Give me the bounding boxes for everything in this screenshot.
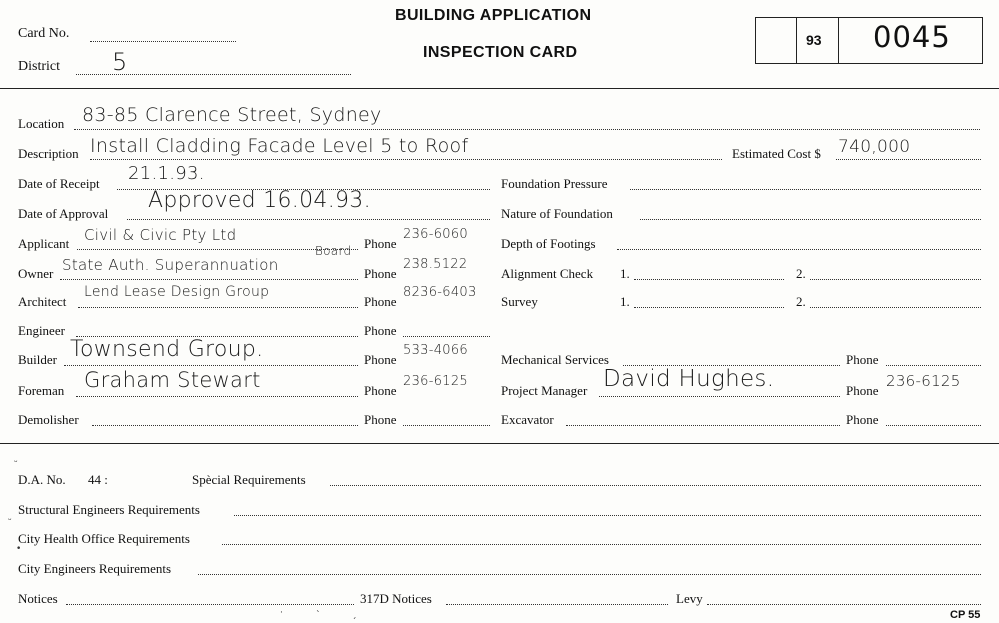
architect-phone: 8236-6403: [403, 285, 477, 300]
engineers-requirements-label: City Engineers Requirements: [18, 561, 172, 576]
notices-dots: [66, 604, 354, 605]
mechanical-services-phone-label: Phone: [846, 352, 879, 367]
box-divider-1: [796, 17, 797, 64]
top-rule: [0, 88, 999, 89]
estimated-cost-label: Estimated Cost $: [732, 146, 821, 161]
margin-mark: ·: [280, 608, 283, 618]
excavator-phone-dots: [886, 425, 981, 426]
excavator-label: Excavator: [501, 412, 554, 427]
engineers-requirements-dots: [198, 574, 981, 575]
da-no-label: D.A. No.: [18, 472, 66, 487]
card-number: 0045: [873, 20, 951, 54]
health-requirements-dots: [222, 544, 981, 545]
special-requirements-dots: [330, 485, 981, 486]
date-of-approval-label: Date of Approval: [18, 206, 109, 221]
project-manager-label: Project Manager: [501, 383, 588, 398]
survey-dots-1: [634, 307, 784, 308]
title-line1: BUILDING APPLICATION: [395, 7, 592, 24]
card-no-label: Card No.: [18, 26, 70, 41]
form-code: CP 55: [950, 609, 981, 621]
location-dots: [74, 129, 980, 130]
margin-mark: ᵕ: [14, 458, 18, 468]
year-code: 93: [806, 32, 822, 48]
depth-of-footings-dots: [617, 249, 981, 250]
317d-notices-label: 317D Notices: [360, 591, 432, 606]
survey-n1: 1.: [620, 294, 630, 309]
estimated-cost-value: 740,000: [838, 137, 911, 157]
foundation-pressure-dots: [630, 189, 981, 190]
excavator-dots: [566, 425, 840, 426]
description-label: Description: [18, 146, 79, 161]
margin-mark: ᵕ: [8, 516, 12, 526]
alignment-check-n2: 2.: [796, 266, 806, 281]
applicant-value: Civil & Civic Pty Ltd: [84, 226, 237, 244]
nature-of-foundation-label: Nature of Foundation: [501, 206, 613, 221]
box-divider-2: [838, 17, 839, 64]
foundation-pressure-label: Foundation Pressure: [501, 176, 608, 191]
alignment-check-n1: 1.: [620, 266, 630, 281]
margin-mark: ˏ: [352, 610, 357, 620]
foreman-phone-label: Phone: [364, 383, 397, 398]
engineer-phone-label: Phone: [364, 323, 397, 338]
architect-dots: [78, 307, 358, 308]
317d-notices-dots: [446, 604, 668, 605]
nature-of-foundation-dots: [640, 219, 981, 220]
date-of-receipt-value: 21.1.93.: [128, 163, 205, 184]
date-of-approval-value: Approved 16.04.93.: [148, 188, 371, 213]
alignment-check-label: Alignment Check: [501, 266, 594, 281]
owner-dots: [60, 279, 358, 280]
demolisher-label: Demolisher: [18, 412, 79, 427]
date-of-approval-dots: [127, 219, 490, 220]
demolisher-phone-label: Phone: [364, 412, 397, 427]
location-label: Location: [18, 116, 65, 131]
health-requirements-label: City Health Office Requirements: [18, 531, 190, 546]
alignment-check-dots-1: [634, 279, 784, 280]
engineer-phone-dots: [403, 336, 490, 337]
owner-label: Owner: [18, 266, 54, 281]
builder-phone: 533-4066: [403, 343, 468, 358]
builder-value: Townsend Group.: [70, 337, 264, 362]
middle-rule: [0, 443, 999, 444]
survey-dots-2: [810, 307, 981, 308]
foreman-value: Graham Stewart: [84, 368, 261, 392]
mechanical-services-phone-dots: [886, 365, 981, 366]
foreman-phone: 236-6125: [403, 374, 468, 389]
demolisher-dots: [92, 425, 358, 426]
structural-requirements-dots: [234, 515, 981, 516]
applicant-phone: 236-6060: [403, 227, 468, 242]
special-requirements-label: Spècial Requirements: [192, 472, 306, 487]
margin-mark: ˎ: [316, 603, 321, 613]
foreman-dots: [76, 396, 358, 397]
foreman-label: Foreman: [18, 383, 65, 398]
depth-of-footings-label: Depth of Footings: [501, 236, 596, 251]
project-manager-phone-label: Phone: [846, 383, 879, 398]
owner-phone-label: Phone: [364, 266, 397, 281]
owner-above: Board: [315, 244, 352, 258]
engineer-label: Engineer: [18, 323, 65, 338]
levy-label: Levy: [676, 591, 703, 606]
mechanical-services-label: Mechanical Services: [501, 352, 609, 367]
levy-dots: [707, 604, 981, 605]
description-value: Install Cladding Facade Level 5 to Roof: [90, 135, 469, 157]
project-manager-phone: 236-6125: [886, 372, 961, 390]
owner-phone: 238.5122: [403, 257, 468, 272]
estimated-cost-dots: [836, 159, 981, 160]
project-manager-dots: [599, 396, 840, 397]
architect-label: Architect: [18, 294, 67, 309]
structural-requirements-label: Structural Engineers Requirements: [18, 502, 200, 517]
demolisher-phone-dots: [403, 425, 490, 426]
card-no-dots: [90, 41, 236, 42]
architect-value: Lend Lease Design Group: [84, 284, 270, 300]
excavator-phone-label: Phone: [846, 412, 879, 427]
alignment-check-dots-2: [810, 279, 981, 280]
owner-value: State Auth. Superannuation: [62, 256, 279, 274]
architect-phone-label: Phone: [364, 294, 397, 309]
location-value: 83-85 Clarence Street, Sydney: [82, 104, 382, 126]
applicant-phone-label: Phone: [364, 236, 397, 251]
district-label: District: [18, 59, 60, 74]
builder-label: Builder: [18, 352, 57, 367]
date-of-receipt-label: Date of Receipt: [18, 176, 100, 191]
title-line2: INSPECTION CARD: [423, 44, 578, 61]
da-no-value: 44 :: [88, 472, 108, 487]
survey-n2: 2.: [796, 294, 806, 309]
builder-dots: [64, 365, 358, 366]
margin-mark: •: [16, 544, 22, 554]
district-value: 5: [112, 48, 128, 76]
notices-label: Notices: [18, 591, 58, 606]
applicant-label: Applicant: [18, 236, 70, 251]
survey-label: Survey: [501, 294, 538, 309]
project-manager-value: David Hughes.: [603, 366, 775, 392]
builder-phone-label: Phone: [364, 352, 397, 367]
description-dots: [90, 159, 722, 160]
